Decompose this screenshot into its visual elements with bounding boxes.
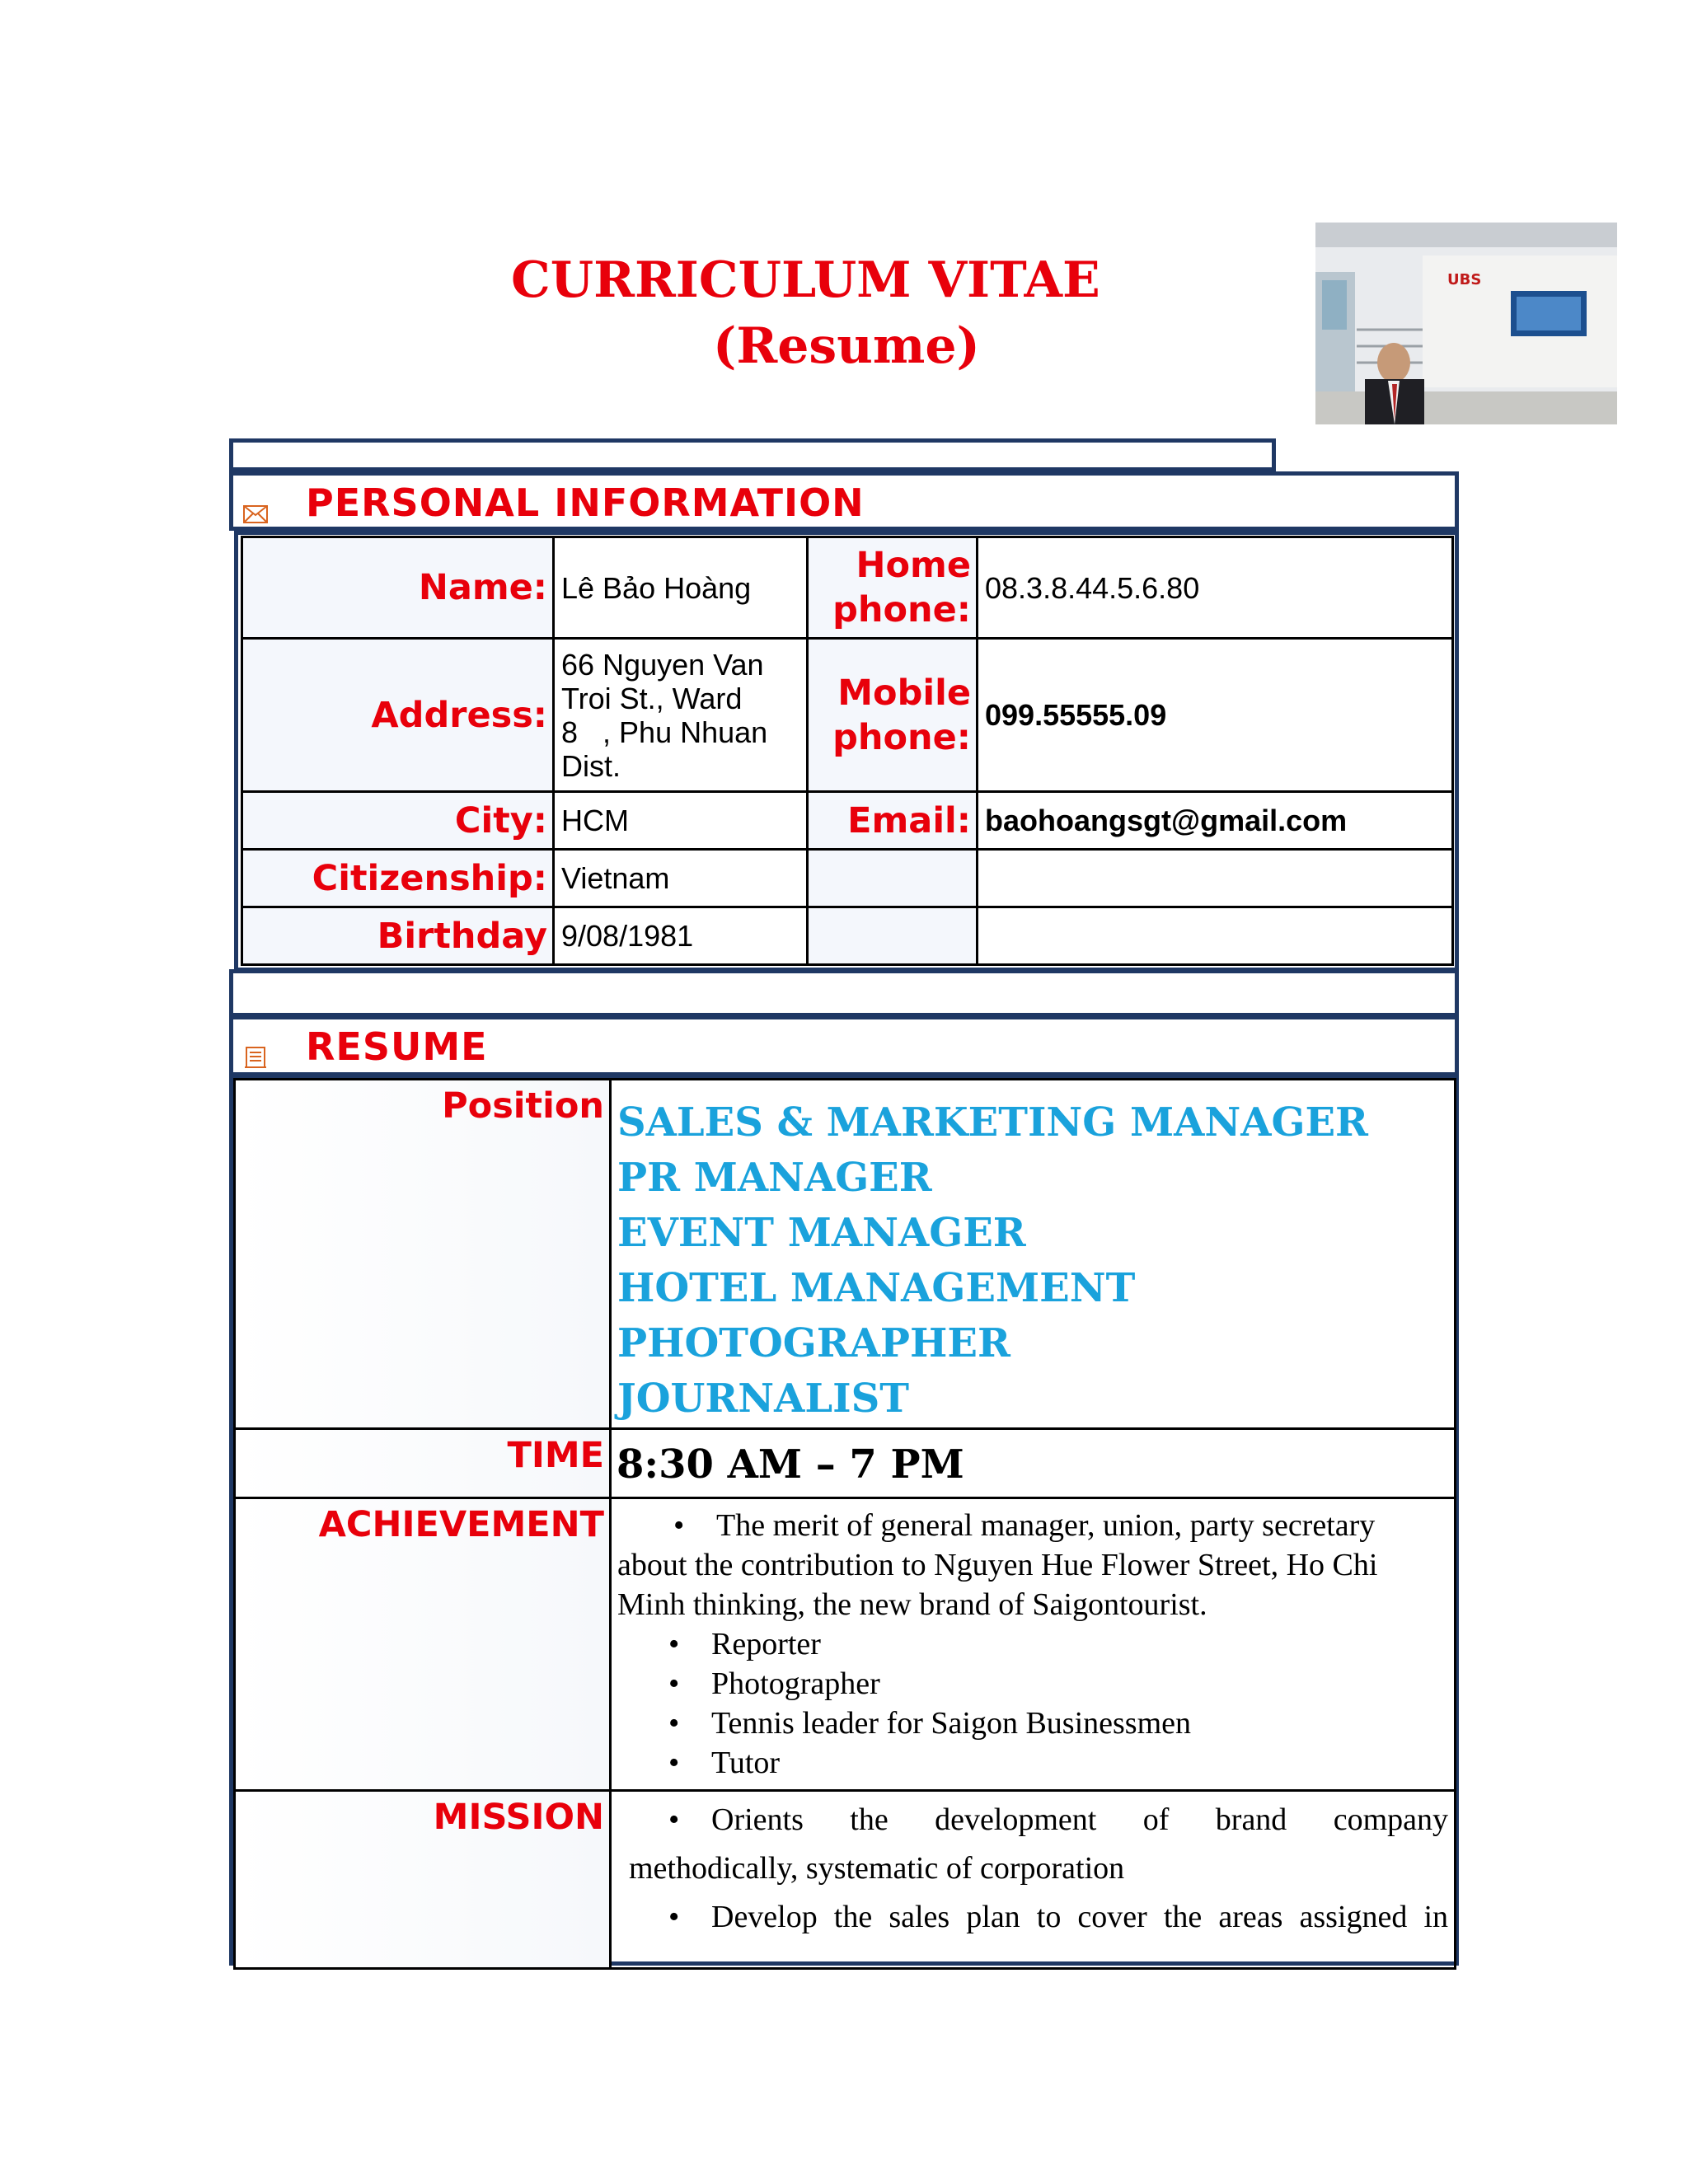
achievement-item: • Tennis leader for Saigon Businessmen (612, 1704, 1453, 1743)
personal-info-header (229, 471, 1459, 531)
table-row (235, 1080, 1456, 1429)
address-line-2: Troi St., Ward (561, 681, 743, 715)
table-row (235, 1429, 1456, 1498)
achievement-item: • Reporter (612, 1624, 1453, 1664)
address-line-3: 8 , Phu Nhuan (561, 715, 768, 749)
position-list (611, 1080, 1456, 1429)
name-label: Name: (242, 537, 554, 639)
mission-label: MISSION (235, 1791, 611, 1969)
city-value: HCM (554, 792, 808, 850)
mobile-phone-value: 099.55555.09 (978, 639, 1453, 792)
citizenship-value: Vietnam (554, 850, 808, 907)
photo-sign-text: UBS (1447, 271, 1482, 288)
achievement-first-rest-2: Minh thinking, the new brand of Saigontourist. (617, 1587, 1207, 1622)
resume-header (229, 1015, 1459, 1076)
position-label: Position (235, 1080, 611, 1429)
document-icon (243, 1046, 268, 1069)
email-label: Email: (808, 792, 978, 850)
title-line-1: CURRICULUM VITAE (511, 251, 1100, 309)
mobile-label-line2: phone: (832, 716, 971, 758)
time-label: TIME (235, 1429, 611, 1498)
resume-table (233, 1078, 1456, 1970)
document-title (511, 247, 1137, 379)
name-value: Lê Bảo Hoàng (554, 537, 808, 639)
personal-table-frame (234, 531, 1459, 972)
mission-item-2-line1: • Develop the sales plan to cover the areas assigned in (612, 1897, 1453, 1937)
citizenship-label: Citizenship: (242, 850, 554, 907)
table-row (235, 1791, 1456, 1969)
address-label: Address: (242, 639, 554, 792)
birthday-value: 9/08/1981 (554, 907, 808, 965)
profile-photo-image (1315, 223, 1617, 424)
mission-list (611, 1791, 1456, 1969)
home-phone-value: 08.3.8.44.5.6.80 (978, 537, 1453, 639)
time-value: 8:30 AM – 7 PM (611, 1429, 1456, 1498)
mission-item-1-line1: • Orients the development of brand company (612, 1800, 1453, 1840)
position-item: HOTEL MANAGEMENT (617, 1265, 1136, 1311)
address-line-1: 66 Nguyen Van (561, 647, 764, 682)
achievement-item: • Tutor (612, 1743, 1453, 1783)
achievement-item: • Photographer (612, 1664, 1453, 1704)
email-value: baohoangsgt@gmail.com (978, 792, 1453, 850)
home-phone-label-line1: Home (856, 545, 971, 586)
profile-photo (1315, 223, 1617, 424)
city-label: City: (242, 792, 554, 850)
achievement-list (611, 1498, 1456, 1791)
achievement-first-line: • The merit of general manager, union, party secretary (617, 1506, 1453, 1545)
home-phone-label-line2: phone: (832, 589, 971, 630)
position-item: PR MANAGER (617, 1155, 932, 1201)
top-blank-bar (229, 438, 1276, 471)
position-item: JOURNALIST (617, 1376, 909, 1422)
envelope-icon (243, 505, 268, 523)
achievement-label: ACHIEVEMENT (235, 1498, 611, 1791)
achievement-first-rest-1: about the contribution to Nguyen Hue Flower Street, Ho Chi (617, 1548, 1378, 1582)
table-row (235, 1498, 1456, 1791)
mobile-label-line1: Mobile (837, 672, 971, 714)
middle-blank-bar (229, 969, 1459, 1017)
address-line-4: Dist. (561, 748, 621, 783)
resume-title: RESUME (306, 1024, 488, 1069)
achievement-item (612, 1506, 1453, 1624)
mission-item-1-line2: methodically, systematic of corporation (629, 1851, 1125, 1886)
personal-info-title: PERSONAL INFORMATION (306, 480, 865, 525)
position-item: PHOTOGRAPHER (617, 1320, 1010, 1366)
birthday-label: Birthday (242, 907, 554, 965)
position-item: EVENT MANAGER (617, 1210, 1026, 1256)
title-line-2: (Resume) (713, 317, 980, 375)
position-item: SALES & MARKETING MANAGER (617, 1099, 1368, 1146)
